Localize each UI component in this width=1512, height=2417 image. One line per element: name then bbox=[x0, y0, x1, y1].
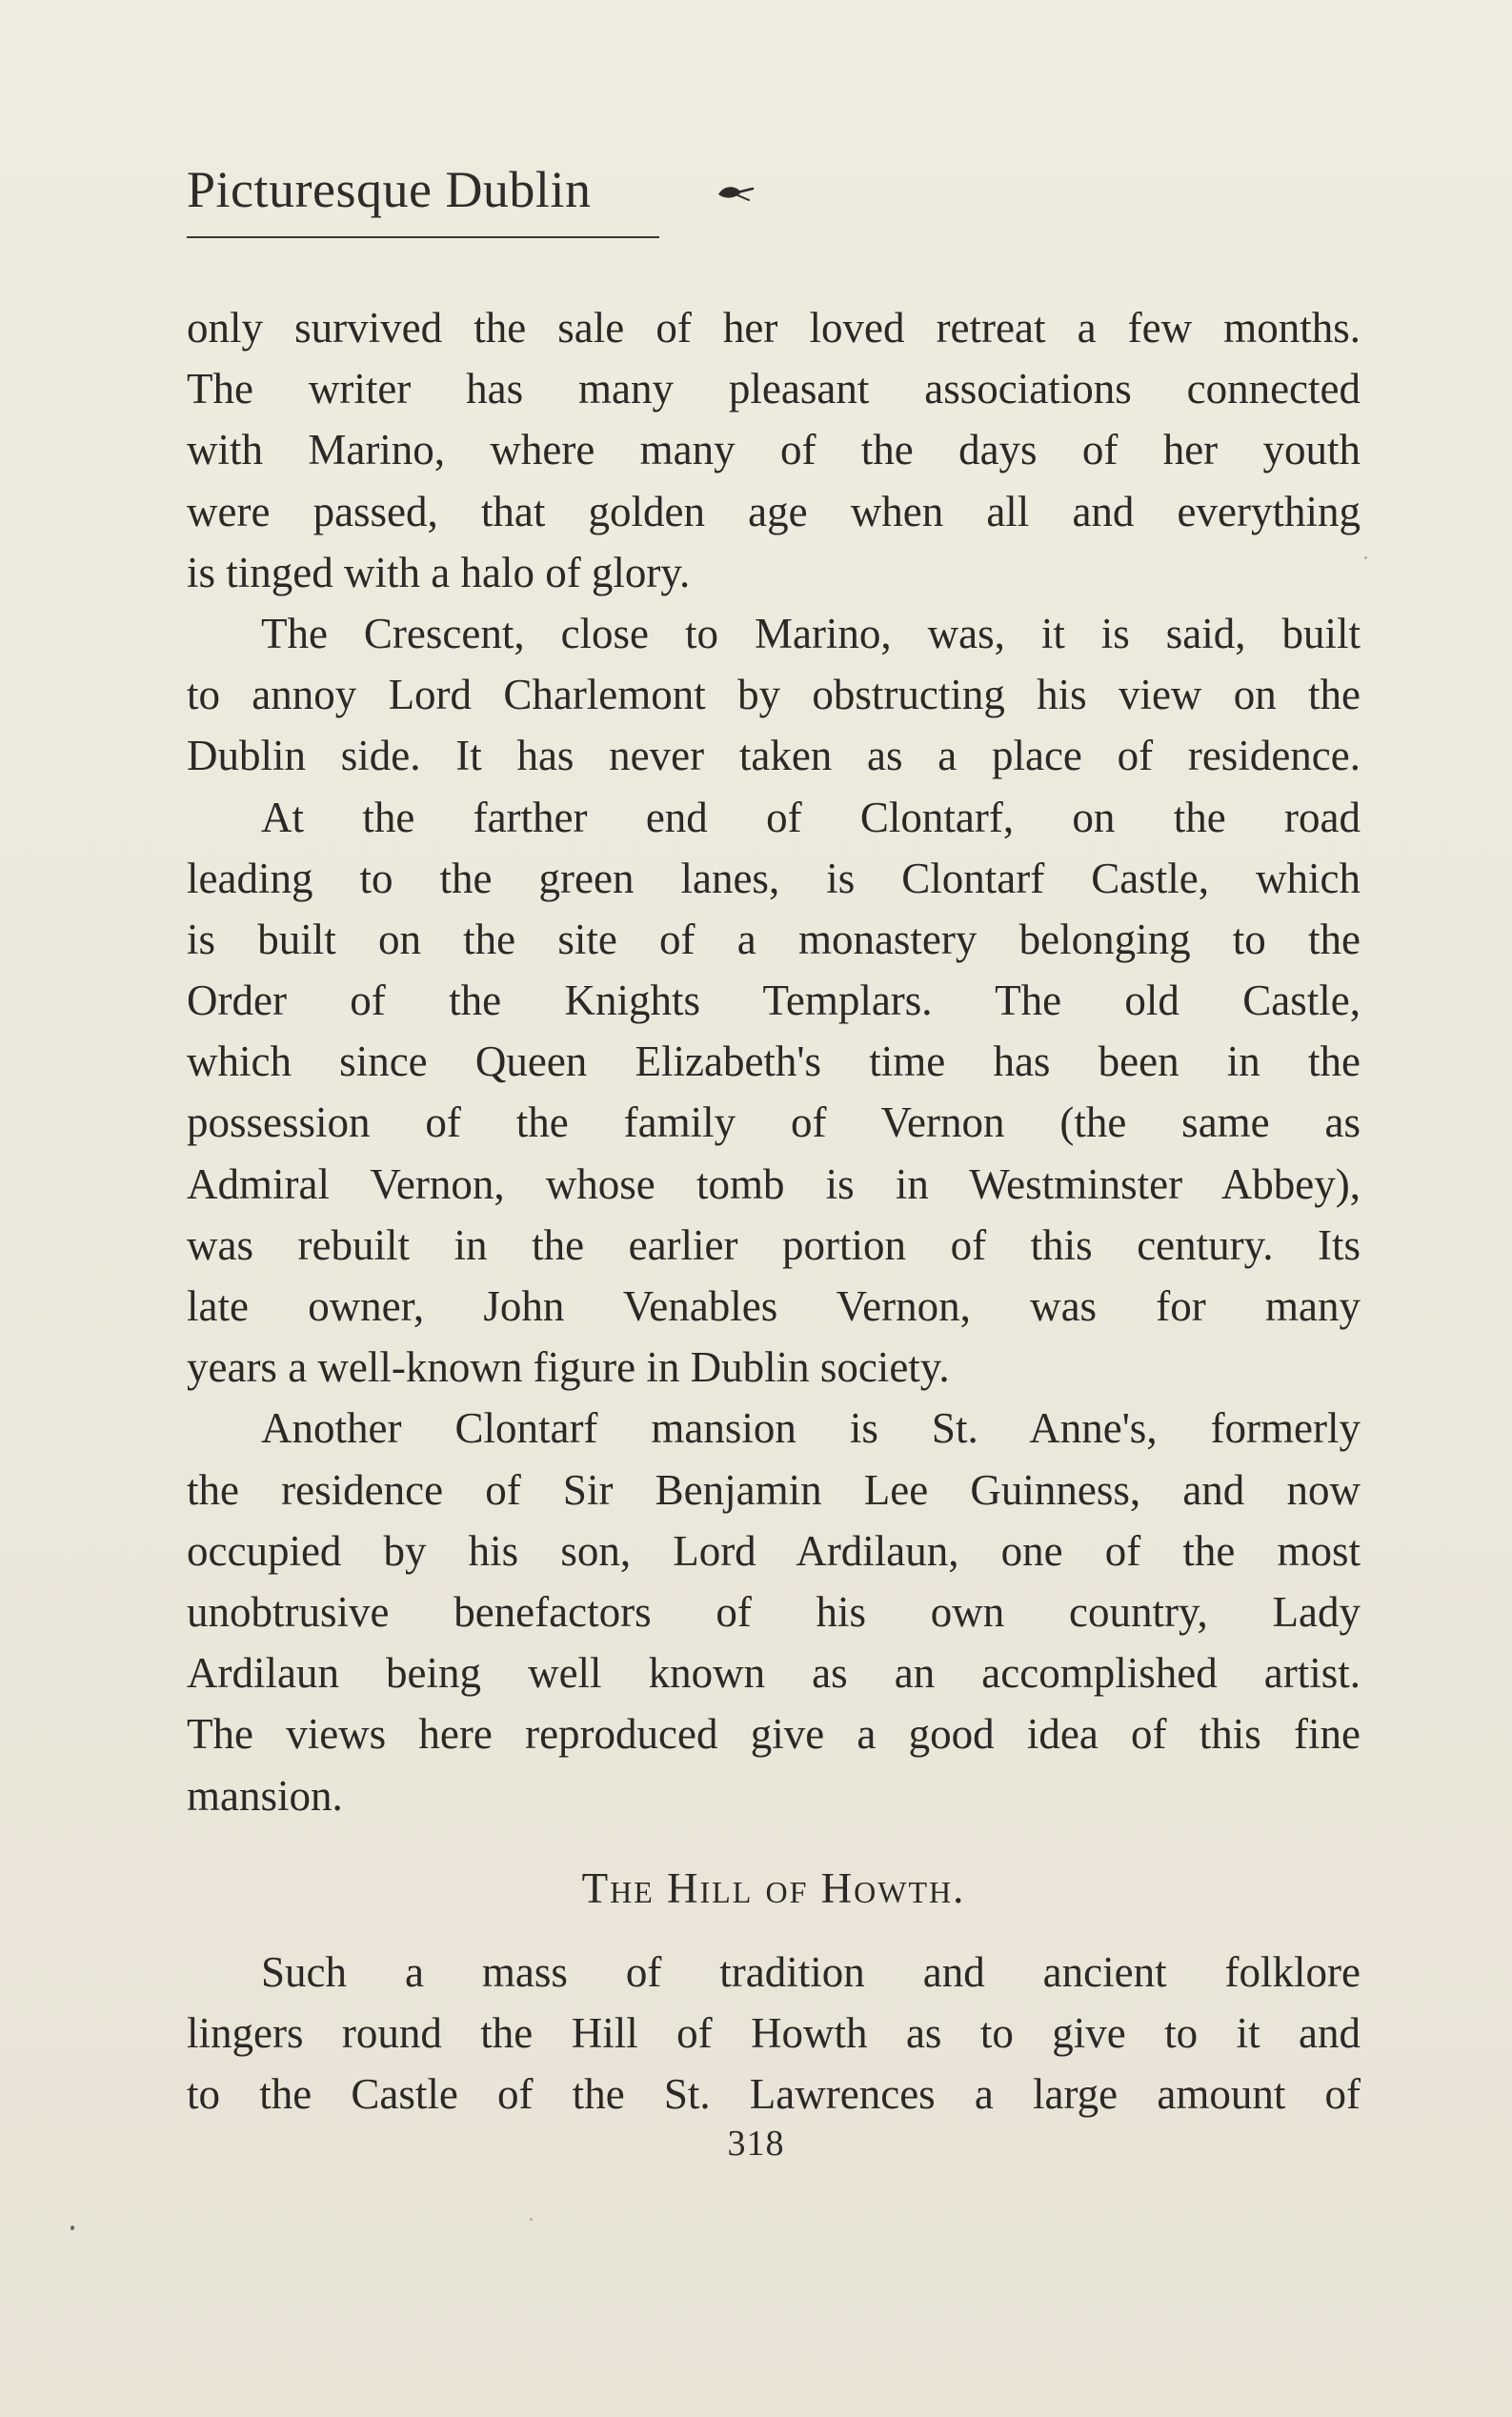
text-line: with Marino, where many of the days of her youth bbox=[187, 426, 1361, 474]
body-text bbox=[187, 297, 1361, 1826]
text-line: the residence of Sir Benjamin Lee Guinness, and now bbox=[187, 1465, 1361, 1514]
page-number: 318 bbox=[727, 2124, 785, 2164]
paper-speck bbox=[71, 2226, 74, 2230]
running-head bbox=[187, 152, 659, 238]
text-line: The views here reproduced give a good idea of this fine bbox=[187, 1710, 1361, 1759]
section-heading: The Hill of Howth. bbox=[581, 1864, 966, 1912]
paper-speck bbox=[530, 2218, 533, 2221]
text-line: possession of the family of Vernon (the same as bbox=[187, 1098, 1361, 1147]
text-line: late owner, John Venables Vernon, was for many bbox=[187, 1282, 1361, 1330]
text-line: The writer has many pleasant associations connected bbox=[187, 365, 1361, 413]
text-line: leading to the green lanes, is Clontarf Castle, which bbox=[187, 854, 1361, 902]
text-line: unobtrusive benefactors of his own country, Lady bbox=[187, 1587, 1361, 1636]
text-line: Order of the Knights Templars. The old Castle, bbox=[187, 977, 1361, 1025]
text-line: is built on the site of a monastery belonging to the bbox=[187, 915, 1361, 963]
text-line: Ardilaun being well known as an accomplished artist. bbox=[187, 1649, 1361, 1698]
text-line: lingers round the Hill of Howth as to give to it and bbox=[187, 2009, 1361, 2058]
text-line: occupied by his son, Lord Ardilaun, one of the most bbox=[187, 1526, 1361, 1575]
text-line: only survived the sale of her loved retreat a few months. bbox=[187, 304, 1361, 352]
text-line: is tinged with a halo of glory. bbox=[187, 548, 691, 596]
text-line: Dublin side. It has never taken as a place of residence. bbox=[187, 732, 1361, 780]
paper-speck bbox=[1364, 556, 1367, 559]
section-text bbox=[187, 1942, 1361, 2125]
text-line: Such a mass of tradition and ancient folklore bbox=[261, 1948, 1361, 1996]
text-line: were passed, that golden age when all and everything bbox=[187, 487, 1361, 535]
text-line: At the farther end of Clontarf, on the road bbox=[261, 793, 1361, 841]
text-line: years a well-known figure in Dublin society. bbox=[187, 1343, 950, 1392]
leaf-ornament-icon bbox=[716, 179, 755, 208]
text-line: Admiral Vernon, whose tomb is in Westminster Abbey), bbox=[187, 1159, 1361, 1208]
text-line: to the Castle of the St. Lawrences a large amount of bbox=[187, 2070, 1361, 2119]
text-line: which since Queen Elizabeth's time has been in the bbox=[187, 1037, 1361, 1086]
text-line: to annoy Lord Charlemont by obstructing his view on the bbox=[187, 671, 1361, 719]
text-line: The Crescent, close to Marino, was, it is said, built bbox=[261, 609, 1361, 657]
text-line: was rebuilt in the earlier portion of this century. Its bbox=[187, 1220, 1361, 1269]
text-line: mansion. bbox=[187, 1771, 343, 1820]
running-title: Picturesque Dublin bbox=[187, 161, 592, 218]
text-line: Another Clontarf mansion is St. Anne's, formerly bbox=[261, 1404, 1361, 1453]
